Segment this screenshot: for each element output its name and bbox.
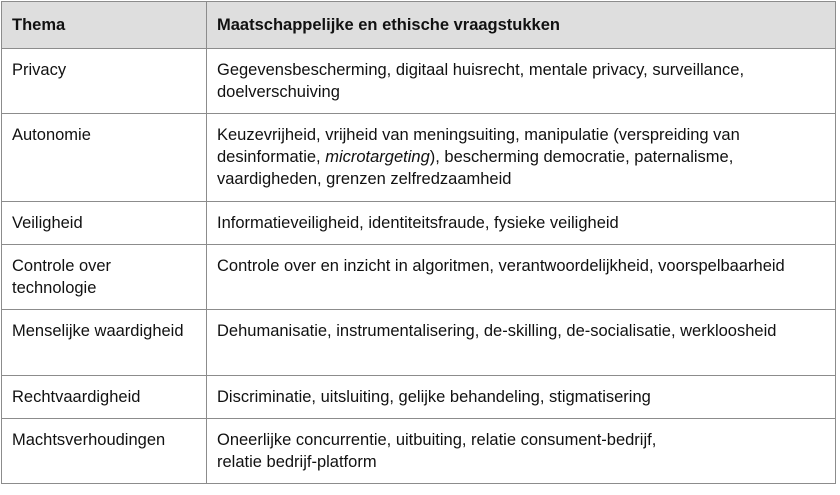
issues-italic-term: microtargeting <box>325 148 430 166</box>
theme-cell: Privacy <box>2 49 207 114</box>
theme-cell: Autonomie <box>2 114 207 202</box>
issues-cell: Dehumanisatie, instrumentalisering, de-skilling, de-socialisatie, werkloosheid <box>207 310 836 376</box>
issues-cell: Controle over en inzicht in algoritmen, verantwoordelijkheid, voorspelbaarheid <box>207 245 836 310</box>
table-row <box>2 419 836 484</box>
issues-cell: Gegevensbescherming, digitaal huisrecht, mentale privacy, surveillance, doelverschuiving <box>207 49 836 114</box>
issues-cell: Discriminatie, uitsluiting, gelijke behandeling, stigmatisering <box>207 376 836 419</box>
issues-cell <box>207 114 836 202</box>
themes-table <box>1 1 836 484</box>
theme-cell: Rechtvaardigheid <box>2 376 207 419</box>
issues-cell <box>207 419 836 484</box>
issues-cell: Informatieveiligheid, identiteitsfraude, fysieke veiligheid <box>207 202 836 245</box>
header-issues: Maatschappelijke en ethische vraagstukken <box>207 2 836 49</box>
issues-line: Oneerlijke concurrentie, uitbuiting, relatie consument-bedrijf, <box>217 431 657 449</box>
table-row <box>2 49 836 114</box>
table-row <box>2 310 836 376</box>
theme-cell: Machtsverhoudingen <box>2 419 207 484</box>
issues-line: relatie bedrijf-platform <box>217 453 377 471</box>
issues-text: ), bescherming democratie, paternalisme, vaardigheden, grenzen zelfredzaamheid <box>217 148 734 188</box>
theme-cell: Menselijke waardigheid <box>2 310 207 376</box>
theme-cell: Veiligheid <box>2 202 207 245</box>
table-body <box>2 49 836 484</box>
header-row <box>2 2 836 49</box>
table-row <box>2 376 836 419</box>
issues-text: Keuzevrijheid, vrijheid van meningsuiting, manipulatie (verspreiding van desinformatie, <box>217 126 740 166</box>
table-row <box>2 202 836 245</box>
table-row <box>2 245 836 310</box>
theme-cell: Controle over technologie <box>2 245 207 310</box>
table-header <box>2 2 836 49</box>
header-theme: Thema <box>2 2 207 49</box>
table-row <box>2 114 836 202</box>
